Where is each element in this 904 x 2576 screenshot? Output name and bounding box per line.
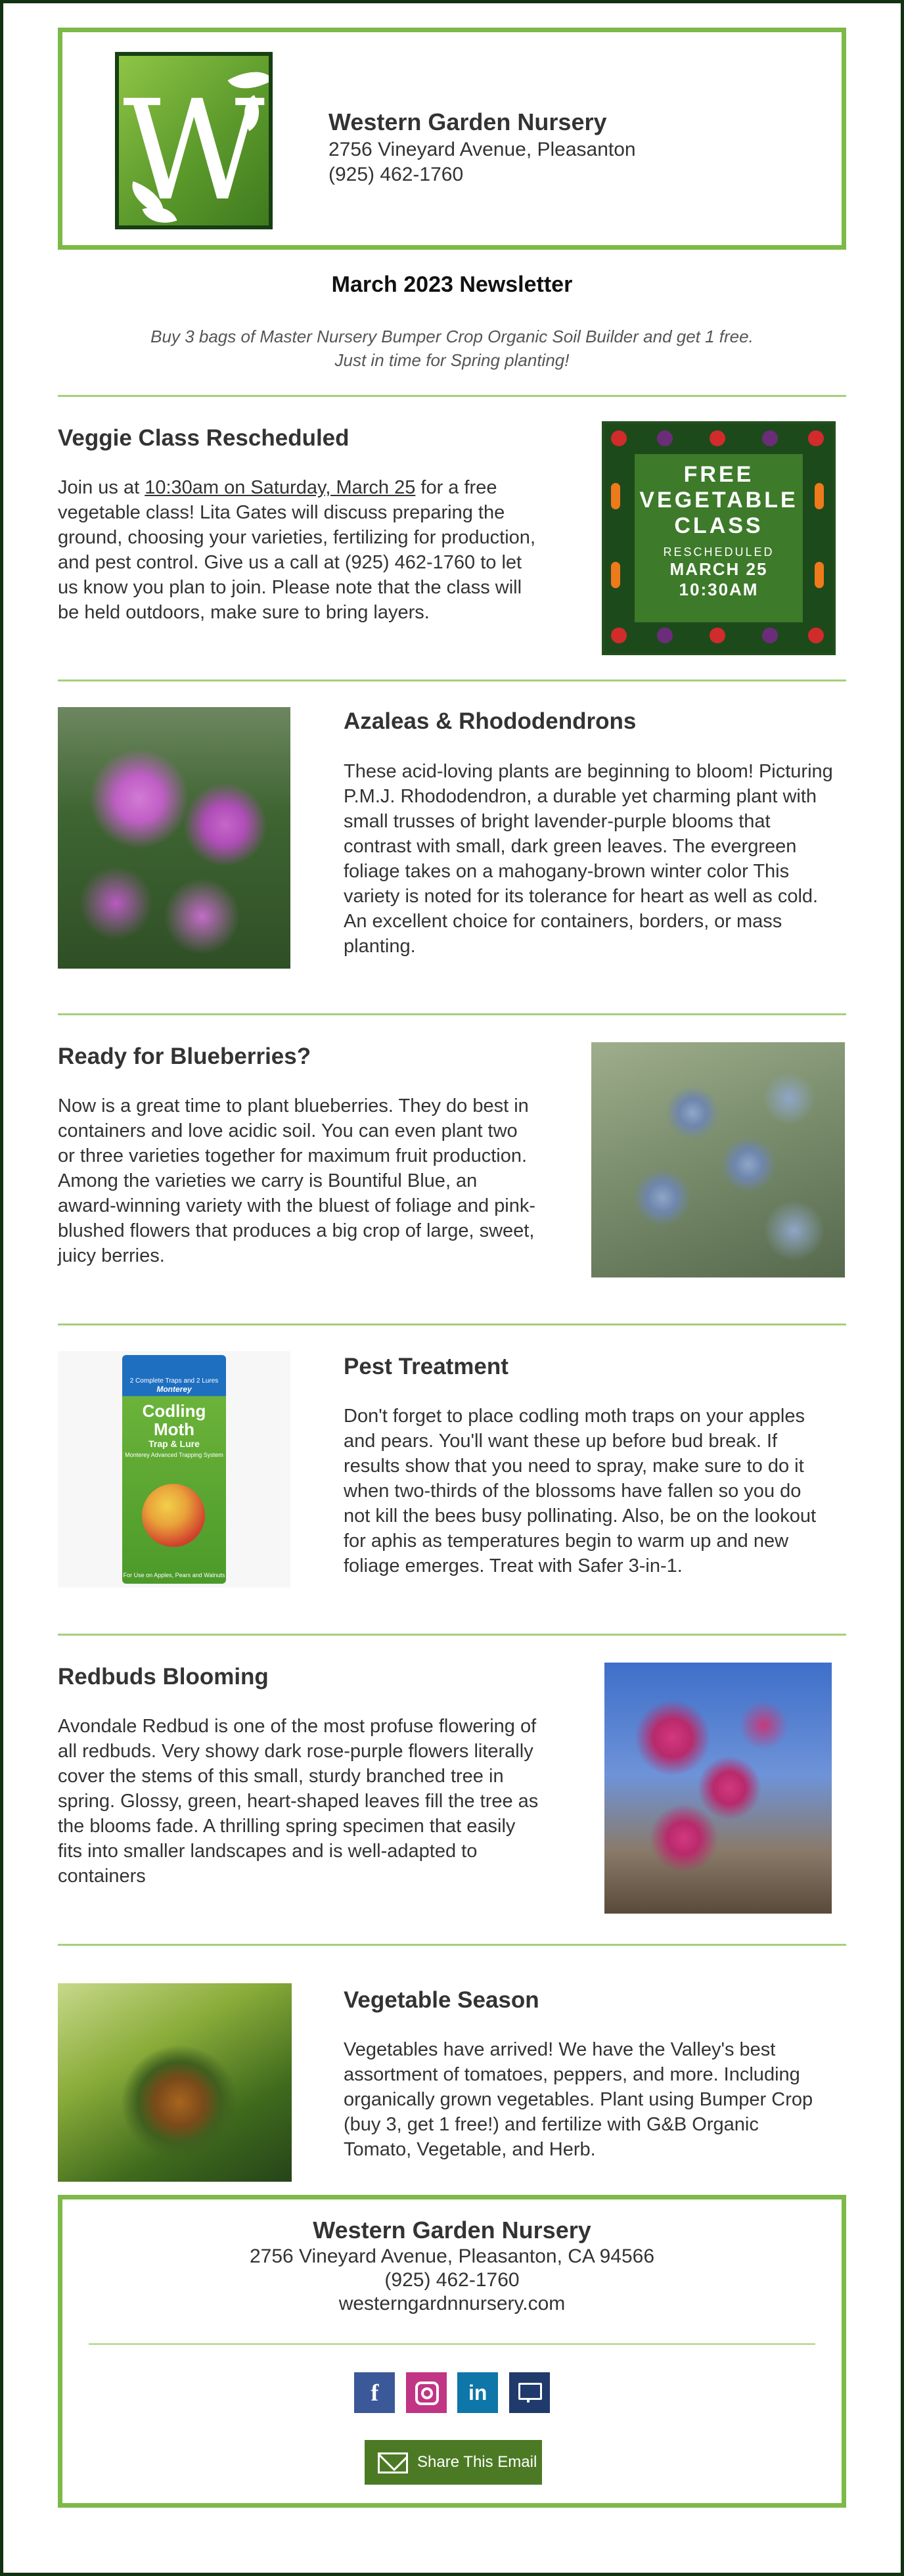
header-banner: [58, 28, 846, 250]
section-body: [58, 475, 544, 625]
section-body: Now is a great time to plant blueberries. They do best in containers and love acidic soil. You can even plant two or three varieties together for maximum fruit production. Among the varieties we carry is Bountiful Blue, an award-winning variety with the bluest of foliage and pink-blushed flowers that produces a big crop of large, sweet, juicy berries.: [58, 1095, 536, 1266]
eggplant-icon: [657, 628, 673, 643]
promo-line: Just in time for Spring planting!: [334, 350, 570, 370]
camera-lens: [421, 2387, 433, 2399]
social-links: [62, 2372, 842, 2413]
section-divider: [58, 1323, 846, 1325]
facebook-icon[interactable]: f: [354, 2372, 395, 2413]
share-email-button[interactable]: [365, 2440, 542, 2485]
section-divider: [58, 1634, 846, 1636]
section-title: Veggie Class Rescheduled: [58, 425, 350, 451]
monitor-outline: [518, 2383, 542, 2400]
business-phone[interactable]: (925) 462-1760: [328, 164, 464, 185]
codling-moth-trap-photo: [58, 1351, 290, 1588]
blueberry-photo: [591, 1042, 845, 1277]
azalea-photo: [58, 707, 290, 969]
instagram-icon[interactable]: [406, 2372, 447, 2413]
pepper-plant-photo: [58, 1983, 292, 2182]
share-label: Share This Email: [417, 2453, 537, 2471]
promo-line: Buy 3 bags of Master Nursery Bumper Crop Organic Soil Builder and get 1 free.: [150, 327, 754, 346]
nursery-logo: [115, 52, 273, 229]
tomato-icon: [710, 430, 725, 446]
carrot-icon: [611, 483, 620, 509]
tomato-icon: [611, 430, 627, 446]
business-name: Western Garden Nursery: [328, 108, 607, 135]
vegetable-class-image: [602, 421, 836, 655]
linkedin-icon[interactable]: in: [457, 2372, 498, 2413]
card-line: CLASS: [674, 513, 763, 538]
section-divider: [58, 1013, 846, 1015]
eggplant-icon: [657, 430, 673, 446]
footer-business-name: Western Garden Nursery: [313, 2217, 591, 2243]
class-date-link[interactable]: 10:30am on Saturday, March 25: [145, 477, 416, 498]
card-line: MARCH 25: [669, 559, 768, 579]
body-text: for a free vegetable class! Lita Gates will discuss preparing the ground, choosing your varieties, fertilizing for production, and pest control. Give us a call at (925) 462-1760 to let us know you plan to join. Please note that the class will be held outdoors, make sure to bring layers.: [58, 477, 535, 623]
section-title: Vegetable Season: [344, 1987, 539, 2013]
business-address: 2756 Vineyard Avenue, Pleasanton: [328, 139, 636, 160]
promo-text: [58, 325, 846, 372]
footer-divider: [89, 2343, 815, 2345]
card-line: FREE: [683, 462, 754, 487]
website-icon[interactable]: [509, 2372, 550, 2413]
package-brand: Monterey: [156, 1385, 192, 1394]
class-card-text: [635, 454, 803, 622]
trap-package: [122, 1355, 226, 1584]
package-text: 2 Complete Traps and 2 Lures: [129, 1377, 219, 1385]
section-title: Azaleas & Rhododendrons: [344, 708, 637, 734]
section-title: Ready for Blueberries?: [58, 1044, 311, 1069]
eggplant-icon: [762, 430, 778, 446]
carrot-icon: [815, 562, 824, 588]
carrot-icon: [611, 562, 620, 588]
package-text: Monterey Advanced Trapping System: [125, 1452, 223, 1458]
package-text: For Use on Apples, Pears and Walnuts: [123, 1572, 225, 1578]
footer: [58, 2195, 846, 2508]
footer-phone[interactable]: (925) 462-1760: [384, 2269, 520, 2291]
header-contact: [328, 108, 636, 186]
package-subtitle: Trap & Lure: [148, 1438, 200, 1449]
body-text: Join us at: [58, 477, 145, 498]
section-body: These acid-loving plants are beginning to bloom! Picturing P.M.J. Rhododendron, a durable yet charming plant with small trusses of bright lavender-purple blooms that contrast with small, dark green leaves. The evergreen foliage takes on a mahogany-brown winter color This variety is noted for its tolerance for heart as well as cold. An excellent choice for containers, borders, or mass planting.: [344, 761, 833, 957]
card-line: VEGETABLE: [639, 488, 798, 513]
tomato-icon: [611, 628, 627, 643]
card-line: RESCHEDULED: [663, 545, 775, 559]
carrot-icon: [815, 483, 824, 509]
section-body: Don't forget to place codling moth traps on your apples and pears. You'll want these up before bud break. If results show that you need to spray, make sure to do it when two-thirds of the blossoms have fallen so you do not kill the bees busy pollinating. Also, be on the lookout for aphis as temperatures begin to warm up and new foliage emerges. Treat with Safer 3-in-1.: [344, 1406, 817, 1576]
card-line: 10:30AM: [679, 580, 759, 599]
package-title: Codling: [142, 1401, 206, 1421]
newsletter-title: March 2023 Newsletter: [331, 272, 573, 297]
logo-letter: W: [123, 70, 265, 229]
footer-website-link[interactable]: westerngardnnursery.com: [338, 2293, 566, 2314]
section-body: Vegetables have arrived! We have the Valley's best assortment of tomatoes, peppers, and more. Including organically grown vegetables. Plant using Bumper Crop (buy 3, get 1 free!) and fertilize with G&B Organic Tomato, Vegetable, and Herb.: [344, 2039, 813, 2160]
package-title: Moth: [153, 1419, 195, 1439]
redbud-photo: [604, 1663, 832, 1914]
section-title: Pest Treatment: [344, 1354, 508, 1379]
section-divider: [58, 1944, 846, 1946]
section-divider: [58, 395, 846, 397]
eggplant-icon: [762, 628, 778, 643]
apple-icon: [142, 1484, 205, 1547]
section-title: Redbuds Blooming: [58, 1664, 269, 1690]
monitor-stand: [527, 2399, 530, 2403]
footer-address: 2756 Vineyard Avenue, Pleasanton, CA 94566: [249, 2245, 655, 2267]
envelope-icon: [378, 2452, 408, 2473]
tomato-icon: [808, 628, 824, 643]
tomato-icon: [808, 430, 824, 446]
section-divider: [58, 679, 846, 681]
section-body: Avondale Redbud is one of the most profuse flowering of all redbuds. Very showy dark rose-purple flowers literally cover the stems of this small, sturdy branched tree in spring. Glossy, green, heart-shaped leaves fill the tree as the blooms fade. A thrilling spring specimen that easily fits into smaller landscapes and is well-adapted to containers: [58, 1716, 539, 1887]
tomato-icon: [710, 628, 725, 643]
